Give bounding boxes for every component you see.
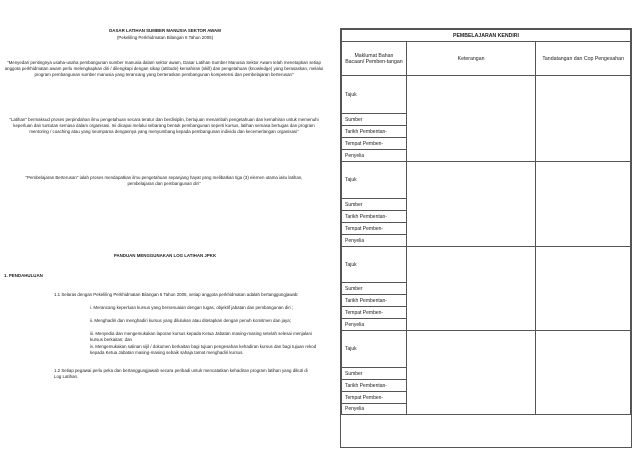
entry-keterangan-cell[interactable] bbox=[406, 76, 535, 162]
guide-title: PANDUAN MENGGUNAKAN LOG LATIHAN JPKK bbox=[113, 253, 217, 258]
label-tajuk: Tajuk bbox=[342, 162, 407, 199]
label-tarikh: Tarikh Pembentan- bbox=[342, 211, 407, 223]
table-title: PEMBELAJARAN KENDIRI bbox=[342, 30, 631, 42]
label-sumber: Sumber bbox=[342, 114, 407, 126]
label-tempat: Tempat Pemben- bbox=[342, 138, 407, 150]
responsibility-item-1: i. Merancang keperluan kursus yang bersesuaian dengan tugas, objektif jabatan dan pembangunan diri ; bbox=[90, 305, 294, 310]
label-tarikh: Tarikh Pembentan- bbox=[342, 126, 407, 138]
column-header-keterangan: Keterangan bbox=[406, 42, 535, 76]
label-penyelia: Penyelia bbox=[342, 319, 407, 331]
entry-signature-cell[interactable] bbox=[536, 162, 631, 247]
label-tarikh: Tarikh Pembentan- bbox=[342, 380, 407, 392]
policy-quote: "Menyedari pentingnya usaha-usaha pembangunan sumber manusia dalam sektor awam, Dasar Latihan Sumber Manusia Sektor Awam telah menetapkan setiap anggota perkhidmatan awam perlu melengkapkan diri / dilengkapi dengan sikap (attitude) kemahiran (skill) dan pengetahuan (knowledge) yang berasaskan, melalui program pembangunan sumber manusia yang terancang yang berteraskan pembangunan kompetensi dan pembelajaran berterusan" bbox=[4, 60, 324, 78]
responsibility-item-2: ii. Menghadiri dan menghadiri kursus yang dilulukan atau ditetapkan dengan penuh komitmen dan jaya; bbox=[90, 318, 291, 323]
responsibility-item-3: iii. Menyedia dan mengemukakan laporan kursus kepada Ketua Jabatan masing-masing setelah selesai menjalani kursus berkaitan; dan bbox=[90, 331, 312, 343]
entry-signature-cell[interactable] bbox=[536, 76, 631, 162]
label-tarikh: Tarikh Pembentan- bbox=[342, 295, 407, 307]
latihan-definition: "Latihan" bermaksud proses perpindahan ilmu pengetahuan secara teratur dan berdisiplin, bertujuan menambah pengetahuan dan kemahiran untuk memenuhi keperluan dan tuntutan semasa dalam organisasi. Ini dicapai melalui sebarang bentuk pembangunan seperti kursus, latihan semasa bertugas dan program mentoring / coaching atau yang seumpama dengannya yang menyumbang kepada pembangunan individu dan kecemerlangan organisasi" bbox=[9, 117, 319, 135]
label-sumber: Sumber bbox=[342, 199, 407, 211]
label-tempat: Tempat Pemben- bbox=[342, 223, 407, 235]
label-penyelia: Penyelia bbox=[342, 235, 407, 247]
label-tajuk: Tajuk bbox=[342, 247, 407, 283]
entry-signature-cell[interactable] bbox=[536, 331, 631, 415]
pembelajaran-definition: "Pembelajaran Berterusan" ialah proses mendapatkan ilmu pengetahuan sepanjang hayat yang melibatkan tiga (3) elemen utama iaitu latihan, pembelajaran dan pembangunan diri" bbox=[25, 175, 303, 187]
label-tajuk: Tajuk bbox=[342, 76, 407, 114]
entry-signature-cell[interactable] bbox=[536, 247, 631, 331]
responsibility-item-4: iv. Mengemukakan salinan sijil / dokumen berkaitan bagi tujuan pengesahan kehadiran kursus dan bagi tujuan rekod kepada Ketua Jabatan masing-masing sebaik sahaja tamat menghadiri kursus. bbox=[90, 344, 317, 356]
section-pendahuluan: 1. PENDAHULUAN bbox=[4, 273, 43, 278]
header-subtitle: (Pekeliling Perkhidmatan Bilangan 6 Tahun 2005) bbox=[116, 35, 214, 40]
entry-keterangan-cell[interactable] bbox=[406, 247, 535, 331]
entry-keterangan-cell[interactable] bbox=[406, 331, 535, 415]
self-learning-table bbox=[340, 28, 632, 448]
paragraph-1-1: 1.1 Selaras dengan Pekeliling Perkhidmatan Bilangan 6 Tahun 2005, setiap anggota perkhidmatan adalah bertanggungjawab: bbox=[54, 292, 299, 297]
label-penyelia: Penyelia bbox=[342, 150, 407, 162]
entry-keterangan-cell[interactable] bbox=[406, 162, 535, 247]
label-sumber: Sumber bbox=[342, 283, 407, 295]
label-tempat: Tempat Pemben- bbox=[342, 392, 407, 404]
label-sumber: Sumber bbox=[342, 368, 407, 380]
column-header-maklumat: Maklumat Bahan Bacaan/ Pemben-tangan bbox=[342, 42, 407, 76]
label-penyelia: Penyelia bbox=[342, 404, 407, 415]
paragraph-1-2: 1.2 Setiap pegawai perlu peka dan bertanggungjawab secara peribadi untuk mencatatkan kehadiran program latihan yang dikuti di Log Latihan. bbox=[54, 368, 308, 380]
header-title: DASAR LATIHAN SUMBER MANUSIA SEKTOR AWAM bbox=[109, 28, 221, 33]
label-tempat: Tempat Pemben- bbox=[342, 307, 407, 319]
column-header-tandatangan: Tandatangan dan Cop Pengesahan bbox=[536, 42, 631, 76]
label-tajuk: Tajuk bbox=[342, 331, 407, 368]
